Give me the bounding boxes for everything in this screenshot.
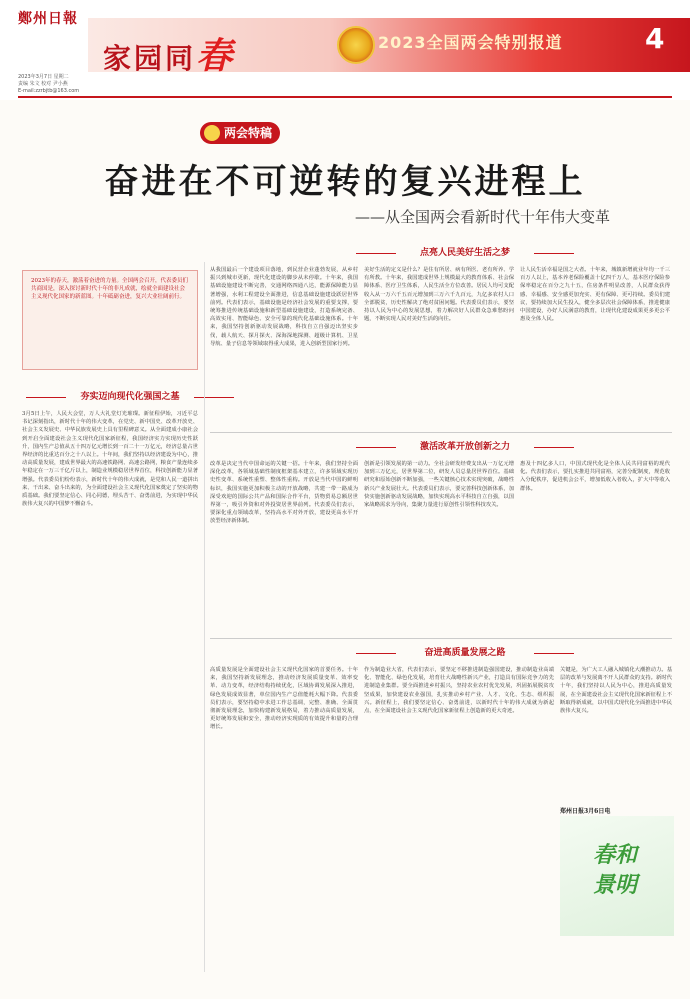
section-heading-4: 奋进高质量发展之路 [400,646,530,660]
national-emblem-icon [337,26,375,64]
article-tag-label: 两会特稿 [224,126,273,140]
column-title-b: 春 [196,35,236,77]
article-headline: 奋进在不可逆转的复兴进程上 [104,162,586,202]
column-title-a: 家园同 [103,42,197,75]
section-heading-2: 点亮人民美好生活之梦 [400,246,530,260]
masthead-logo: 鄭州日報 [18,11,78,27]
special-report-title: 2023全国两会特别报道 [378,33,563,52]
spring-text-b: 景明 [592,872,637,898]
column-7-text: 惠及十四亿多人口，中国式现代化是全体人民共同富裕的现代化。代表们表示，要扎实推进共同富裕，完善分配制度，规范收入分配秩序，促进机会公平，增加低收入者收入，扩大中等收入群体。 [520,461,670,492]
article-subheadline: ——从全国两会看新时代十年伟大变革 [354,208,610,226]
article-tag [200,122,280,144]
column-title [103,28,235,79]
page-header [0,0,690,100]
column-1-text: 3月5日上午，人民大会堂，万人大礼堂灯光璀璨。新征程伊始，习近平总书记深刻指出，新时代十年的伟大变革，在党史、新中国史、改革开放史、社会主义发展史、中华民族发展史上具有里程碑意义。从全面建成小康社会到开启全面建设社会主义现代化国家新征程，我国经济实力实现历史性跃升，国内生产总值从五十四万亿元增长到一百二十一万亿元，经济总量占世界经济的比重达百分之十八以上。十年间，我们坚持以经济建设为中心，推动高质量发展，建成世界最大的高速铁路网、高速公路网，粮食产量连续多年稳定在一万三千亿斤以上，制造业规模稳居世界首位，科技创新能力显著增强。代表委员们纷纷表示，新时代十年的伟大成就，是党和人民一道拼出来、干出来、奋斗出来的，为全面建设社会主义现代化国家奠定了坚实的物质基础。我们要坚定信心、同心同德，埋头苦干、奋勇前进，为实现中华民族伟大复兴的中国梦不懈奋斗。 [22,411,198,508]
spring-decoration-text [580,840,650,900]
issue-meta [18,74,138,95]
tag-dot-icon [204,125,220,141]
column-10-text: 关键是，为广大工人融入城镇化大潮推动力。基层的改革与发展离不开人民群众的支持。新时代十年，我们坚持以人民为中心，推进高质量发展，在全面建设社会主义现代化国家新征程上不断取得新成就，以中国式现代化全面推进中华民族伟大复兴。 [560,667,672,715]
column-9-text: 作为制造业大省，代表们表示，要坚定不移推进制造强国建设，推动制造业高端化、智能化、绿色化发展，培育壮大战略性新兴产业，打造具有国际竞争力的先进制造业集群。要全面推进乡村振兴，坚持农业农村优先发展，巩固拓展脱贫攻坚成果，加快建设农业强国，扎实推动乡村产业、人才、文化、生态、组织振兴。新征程上，我们要坚定信心、奋勇前进，以新时代十年的伟大成就为新起点，在全面建设社会主义现代化国家新征程上创造新的更大奇迹。 [364,667,554,715]
column-3-text: 美好生活的定义是什么？是住有所居、病有所医、老有所养、学有所教。十年来，我国建成世界上规模最大的教育体系、社会保障体系、医疗卫生体系，人民生活全方位改善。居民人均可支配收入从一万六千五百元增加到三万六千九百元，九亿多农村人口全部脱贫，历史性解决了绝对贫困问题。代表委员们表示，要坚持以人民为中心的发展思想，着力解决好人民群众急难愁盼问题，不断实现人民对美好生活的向往。 [364,267,514,323]
section-divider [210,432,672,433]
dateline-credit: 郑州日报3月6日电 [560,808,611,815]
section-heading-3: 激活改革开放创新之力 [400,440,530,454]
section-divider [210,638,672,639]
header-rule [18,96,672,98]
column-5-text: 改革是决定当代中国命运的关键一招。十年来，我们坚持全面深化改革，各领域基础性制度框架基本建立，许多领域实现历史性变革、系统性重塑、整体性重构。开放是当代中国的鲜明标识，我国实施更加积极主动的开放战略，共建一带一路成为深受欢迎的国际公共产品和国际合作平台，货物贸易总额居世界第一，吸引外资和对外投资居世界前列。代表委员们表示，要深化重点领域改革，坚持高水平对外开放，建设更高水平开放型经济新体制。 [210,461,358,525]
issue-email: E-mail:zzrbjtb@163.com [18,88,80,94]
column-6-text: 创新是引领发展的第一动力。全社会研发经费支出从一万亿元增加到三万亿元，居世界第二位，研发人员总量居世界首位。基础研究和原始创新不断加强，一些关键核心技术实现突破，战略性新兴产业发展壮大。代表委员们表示，要完善科技创新体系，加快实施创新驱动发展战略，加快实现高水平科技自立自强，以国家战略需求为导向，集聚力量进行原创性引领性科技攻关。 [364,461,514,509]
issue-editor: 责编 朱文 校对 尹小燕 [18,81,68,87]
page-number: 4 [645,22,665,55]
column-8-text: 高质量发展是全面建设社会主义现代化国家的首要任务。十年来，我国坚持新发展理念，推动经济发展质量变革、效率变革、动力变革，经济结构持续优化，区域协调发展深入推进，绿色发展成效显著，单位国内生产总值能耗大幅下降。代表委员们表示，要坚持稳中求进工作总基调，完整、准确、全面贯彻新发展理念，加快构建新发展格局，着力推动高质量发展，更好统筹发展和安全，推动经济实现质的有效提升和量的合理增长。 [210,667,358,731]
column-2-text: 从我国最后一个建设项目落地，到民营企业蓬勃发展，从乡村振兴到城市更新，现代化建设的脚步从未停歇。十年来，我国基础设施建设不断完善，交通网络四通八达，能源保障能力显著增强，水利工程建设全面推进，信息基础设施建设跃居世界前列。代表们表示，基础设施是经济社会发展的重要支撑，要统筹推进传统基础设施和新型基础设施建设，打造系统完备、高效实用、智能绿色、安全可靠的现代化基础设施体系。十年来，我国坚持创新驱动发展战略，科技自立自强迈出坚实步伐，载人航天、探月探火、深海深地探测、超级计算机、卫星导航、量子信息等领域取得重大成果，进入创新型国家行列。 [210,267,358,347]
column-4-text: 让人民生活幸福是国之大者。十年来，城镇新增就业年均一千三百万人以上，基本养老保险覆盖十亿四千万人，基本医疗保险参保率稳定在百分之九十五，住房条件明显改善，人民群众获得感、幸福感、安全感更加充实、更有保障、更可持续。委员们建议，要持续加大民生投入，健全多层次社会保障体系，推进健康中国建设，办好人民满意的教育，让现代化建设成果更多更公平惠及全体人民。 [520,267,670,323]
issue-date: 2023年3月7日 星期二 [18,74,69,80]
intro-box: 2023年的春天，激荡着奋进的力量。全国两会召开，代表委员们共商国是，深入探讨新时代十年的非凡成就，绘就全面建设社会主义现代化国家的新蓝图。十年砥砺奋进，复兴大业壮阔前行。 [22,270,198,370]
column-divider [204,262,205,972]
spring-text-a: 春和 [592,842,637,868]
section-heading-1: 夯实迈向现代化强国之基 [70,390,190,404]
